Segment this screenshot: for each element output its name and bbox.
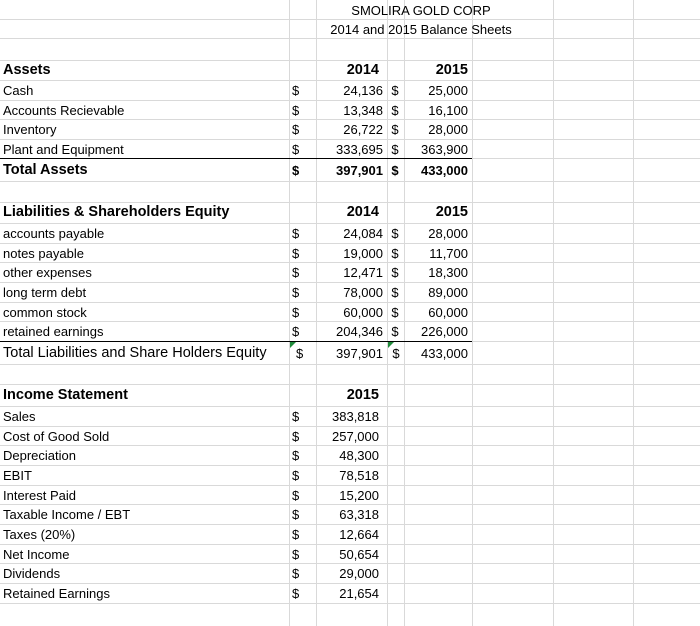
total-divider bbox=[0, 341, 472, 342]
currency-symbol[interactable]: $ bbox=[391, 142, 399, 157]
asset-label[interactable]: Cash bbox=[3, 83, 34, 98]
liability-label[interactable]: other expenses bbox=[3, 265, 92, 280]
currency-symbol[interactable]: $ bbox=[391, 265, 399, 280]
assets-year-2015[interactable]: 2015 bbox=[435, 62, 468, 78]
liability-value-2015[interactable]: 18,300 bbox=[428, 265, 468, 280]
row-gridline bbox=[0, 384, 700, 385]
currency-symbol[interactable]: $ bbox=[296, 346, 304, 361]
liability-label[interactable]: common stock bbox=[3, 305, 87, 320]
currency-symbol[interactable]: $ bbox=[391, 285, 399, 300]
currency-symbol[interactable]: $ bbox=[392, 346, 400, 361]
liability-label[interactable]: accounts payable bbox=[3, 226, 105, 241]
income-value[interactable]: 63,318 bbox=[339, 507, 379, 522]
liability-label[interactable]: retained earnings bbox=[3, 324, 104, 339]
liability-value-2015[interactable]: 226,000 bbox=[421, 324, 468, 339]
liabilities-title[interactable]: Liabilities & Shareholders Equity bbox=[3, 204, 230, 220]
assets-year-2014[interactable]: 2014 bbox=[346, 62, 379, 78]
row-gridline bbox=[0, 364, 700, 365]
error-indicator-icon[interactable] bbox=[290, 342, 296, 348]
income-value[interactable]: 50,654 bbox=[339, 547, 379, 562]
income-label[interactable]: Cost of Good Sold bbox=[3, 429, 110, 444]
currency-symbol[interactable]: $ bbox=[292, 265, 300, 280]
liability-value-2015[interactable]: 11,700 bbox=[429, 246, 468, 261]
currency-symbol[interactable]: $ bbox=[292, 122, 300, 137]
currency-symbol[interactable]: $ bbox=[292, 285, 300, 300]
income-value[interactable]: 78,518 bbox=[339, 468, 379, 483]
liability-value-2015[interactable]: 89,000 bbox=[428, 285, 468, 300]
income-value[interactable]: 48,300 bbox=[339, 448, 379, 463]
currency-symbol[interactable]: $ bbox=[292, 305, 300, 320]
currency-symbol[interactable]: $ bbox=[391, 103, 399, 118]
asset-value-2015[interactable]: 363,900 bbox=[421, 142, 468, 157]
income-value[interactable]: 383,818 bbox=[332, 409, 379, 424]
currency-symbol[interactable]: $ bbox=[292, 566, 300, 581]
liability-value-2014[interactable]: 60,000 bbox=[343, 305, 383, 320]
currency-symbol[interactable]: $ bbox=[391, 226, 399, 241]
income-label[interactable]: Sales bbox=[3, 409, 36, 424]
currency-symbol[interactable]: $ bbox=[391, 163, 399, 178]
liability-value-2014[interactable]: 12,471 bbox=[343, 265, 383, 280]
asset-label[interactable]: Inventory bbox=[3, 122, 57, 137]
income-label[interactable]: Taxes (20%) bbox=[3, 527, 76, 542]
liability-value-2014[interactable]: 19,000 bbox=[343, 246, 383, 261]
currency-symbol[interactable]: $ bbox=[292, 324, 300, 339]
currency-symbol[interactable]: $ bbox=[391, 122, 399, 137]
total-liabilities-label[interactable]: Total Liabilities and Share Holders Equity bbox=[3, 345, 267, 361]
currency-symbol[interactable]: $ bbox=[292, 142, 300, 157]
column-gridline bbox=[472, 0, 473, 626]
income-value[interactable]: 257,000 bbox=[332, 429, 379, 444]
total-liabilities-2015[interactable]: 433,000 bbox=[421, 346, 468, 361]
liability-value-2015[interactable]: 28,000 bbox=[428, 226, 468, 241]
currency-symbol[interactable]: $ bbox=[292, 246, 300, 261]
liability-label[interactable]: notes payable bbox=[3, 246, 84, 261]
total-divider bbox=[0, 158, 472, 159]
currency-symbol[interactable]: $ bbox=[292, 586, 300, 601]
liabilities-year-2015[interactable]: 2015 bbox=[435, 204, 468, 220]
currency-symbol[interactable]: $ bbox=[391, 246, 399, 261]
income-value[interactable]: 15,200 bbox=[339, 488, 379, 503]
currency-symbol[interactable]: $ bbox=[391, 83, 399, 98]
total-liabilities-2014[interactable]: 397,901 bbox=[336, 346, 383, 361]
currency-symbol[interactable]: $ bbox=[292, 507, 300, 522]
asset-label[interactable]: Plant and Equipment bbox=[3, 142, 124, 157]
asset-label[interactable]: Accounts Recievable bbox=[3, 103, 125, 118]
currency-symbol[interactable]: $ bbox=[292, 547, 300, 562]
income-label[interactable]: Retained Earnings bbox=[3, 586, 110, 601]
income-value[interactable]: 21,654 bbox=[339, 586, 379, 601]
income-label[interactable]: Dividends bbox=[3, 566, 61, 581]
liability-value-2015[interactable]: 60,000 bbox=[428, 305, 468, 320]
sheet-subtitle[interactable]: 2014 and 2015 Balance Sheets bbox=[330, 22, 512, 37]
income-value[interactable]: 12,664 bbox=[339, 527, 379, 542]
income-label[interactable]: Interest Paid bbox=[3, 488, 76, 503]
asset-value-2015[interactable]: 25,000 bbox=[428, 83, 468, 98]
income-label[interactable]: Depreciation bbox=[3, 448, 76, 463]
total-assets-2014[interactable]: 397,901 bbox=[336, 163, 383, 178]
income-label[interactable]: Taxable Income / EBT bbox=[3, 507, 131, 522]
currency-symbol[interactable]: $ bbox=[292, 448, 300, 463]
company-name[interactable]: SMOLIRA GOLD CORP bbox=[351, 3, 491, 18]
income-value[interactable]: 29,000 bbox=[339, 566, 379, 581]
liability-label[interactable]: long term debt bbox=[3, 285, 87, 300]
assets-title[interactable]: Assets bbox=[3, 62, 51, 78]
asset-value-2014[interactable]: 26,722 bbox=[343, 122, 383, 137]
total-assets-2015[interactable]: 433,000 bbox=[421, 163, 468, 178]
column-gridline bbox=[553, 0, 554, 626]
total-assets-label[interactable]: Total Assets bbox=[3, 162, 88, 178]
asset-value-2014[interactable]: 24,136 bbox=[343, 83, 383, 98]
currency-symbol[interactable]: $ bbox=[292, 468, 300, 483]
liabilities-year-2014[interactable]: 2014 bbox=[346, 204, 379, 220]
error-indicator-icon[interactable] bbox=[388, 342, 394, 348]
currency-symbol[interactable]: $ bbox=[391, 305, 399, 320]
liability-value-2014[interactable]: 204,346 bbox=[336, 324, 383, 339]
liability-value-2014[interactable]: 78,000 bbox=[343, 285, 383, 300]
currency-symbol[interactable]: $ bbox=[391, 324, 399, 339]
asset-value-2014[interactable]: 333,695 bbox=[336, 142, 383, 157]
column-gridline bbox=[633, 0, 634, 626]
currency-symbol[interactable]: $ bbox=[292, 429, 300, 444]
row-gridline bbox=[0, 181, 700, 182]
currency-symbol[interactable]: $ bbox=[292, 409, 300, 424]
income-year[interactable]: 2015 bbox=[346, 387, 379, 403]
currency-symbol[interactable]: $ bbox=[292, 226, 300, 241]
row-gridline bbox=[0, 603, 700, 604]
income-label[interactable]: EBIT bbox=[3, 468, 32, 483]
income-label[interactable]: Net Income bbox=[3, 547, 70, 562]
currency-symbol[interactable]: $ bbox=[292, 103, 300, 118]
liability-value-2014[interactable]: 24,084 bbox=[343, 226, 383, 241]
currency-symbol[interactable]: $ bbox=[292, 83, 300, 98]
currency-symbol[interactable]: $ bbox=[292, 163, 300, 178]
asset-value-2015[interactable]: 16,100 bbox=[428, 103, 468, 118]
currency-symbol[interactable]: $ bbox=[292, 488, 300, 503]
asset-value-2014[interactable]: 13,348 bbox=[343, 103, 383, 118]
column-gridline bbox=[289, 0, 290, 626]
currency-symbol[interactable]: $ bbox=[292, 527, 300, 542]
income-title[interactable]: Income Statement bbox=[3, 387, 128, 403]
asset-value-2015[interactable]: 28,000 bbox=[428, 122, 468, 137]
